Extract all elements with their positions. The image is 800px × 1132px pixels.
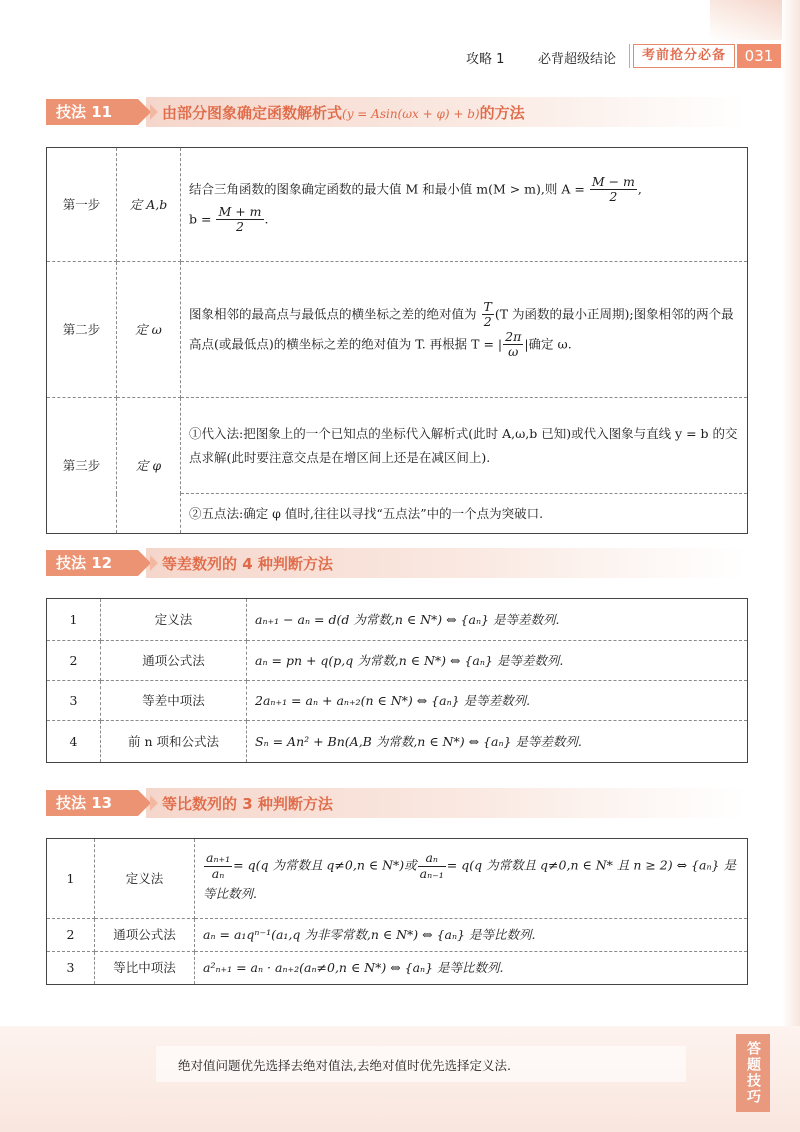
method-name: 前 n 项和公式法	[101, 721, 247, 763]
row-number: 2	[47, 641, 101, 681]
numerator: aₙ₊₁	[206, 850, 231, 866]
step-description: ②五点法:确定 φ 值时,往往以寻找“五点法”中的一个点为突破口.	[181, 494, 748, 534]
table-row	[47, 641, 748, 681]
header-section: 必背超级结论	[538, 52, 617, 67]
step-target: 定 φ	[117, 398, 181, 534]
method-table-13	[46, 838, 748, 985]
title-formula: (y = Asin(ωx + φ) + b)	[342, 107, 480, 121]
method-table-11	[46, 147, 748, 534]
table-row	[47, 398, 748, 494]
method-name: 通项公式法	[95, 919, 195, 952]
method-name: 定义法	[95, 839, 195, 919]
header-divider	[629, 44, 630, 68]
section-title	[162, 102, 525, 123]
chevron-right-icon	[150, 104, 158, 120]
method-name: 等差中项法	[101, 681, 247, 721]
step-target: 定 A,b	[117, 148, 181, 262]
desc-text: T = |	[471, 335, 503, 351]
desc-text: = q(q 为常数且 q≠0,n ∈ N*)或	[233, 857, 417, 873]
section-banner-12	[46, 548, 746, 578]
page-edge-shade	[782, 0, 800, 1132]
numerator: aₙ	[418, 851, 446, 866]
row-number: 1	[47, 839, 95, 919]
fraction	[503, 330, 523, 360]
title-prefix: 由部分图象确定函数解析式	[162, 104, 343, 122]
table-row	[47, 721, 748, 763]
section-tag: 技法 12	[46, 550, 138, 576]
step-label: 第三步	[47, 398, 117, 534]
method-formula: aₙ₊₁ − aₙ = d(d 为常数,n ∈ N*) ⇔ {aₙ} 是等差数列.	[247, 599, 748, 641]
desc-text: (T 为函数的最小正周期);图象相邻的两个最高点(或最低点)的横坐标之差的绝对值为 T. 再根据	[189, 306, 734, 351]
row-number: 3	[47, 951, 95, 984]
denominator: 2	[236, 218, 244, 234]
denominator: 2	[483, 314, 492, 330]
step-description	[181, 262, 748, 398]
method-formula: Sₙ = An² + Bn(A,B 为常数,n ∈ N*) ⇔ {aₙ} 是等差数列.	[247, 721, 748, 763]
desc-text: |确定 ω.	[524, 335, 572, 351]
table-row	[47, 951, 748, 984]
desc-text: .	[264, 210, 269, 226]
row-number: 1	[47, 599, 101, 641]
section-banner-13	[46, 788, 746, 818]
method-table-12	[46, 598, 748, 763]
denominator: aₙ₋₁	[419, 865, 444, 881]
numerator: T	[483, 298, 492, 314]
section-title: 等比数列的 3 种判断方法	[162, 795, 333, 813]
step-description	[181, 148, 748, 262]
side-tab-label: 答题技巧	[736, 1034, 770, 1112]
title-suffix: 的方法	[479, 104, 525, 122]
method-name: 等比中项法	[95, 951, 195, 984]
denominator: aₙ	[211, 865, 225, 881]
footer-tip: 绝对值问题优先选择去绝对值法,去绝对值时优先选择定义法.	[178, 1058, 511, 1073]
method-formula: a²ₙ₊₁ = aₙ · aₙ₊₂(aₙ≠0,n ∈ N*) ⇔ {aₙ} 是等比数列.	[195, 951, 748, 984]
section-banner-11	[46, 97, 746, 127]
page-number: 031	[737, 44, 781, 68]
desc-text: 图象相邻的最高点与最低点的横坐标之差的绝对值为	[189, 306, 477, 322]
step-label: 第二步	[47, 262, 117, 398]
desc-text: 结合三角函数的图象确定函数的最大值 M 和最小值 m(M > m),则 A =	[189, 181, 585, 197]
desc-text: ,	[637, 181, 642, 197]
numerator: M − m	[591, 173, 635, 189]
step-description: ①代入法:把图象上的一个已知点的坐标代入解析式(此时 A,ω,b 已知)或代入图象与直线 y = b 的交点求解(此时要注意交点是在增区间上还是在减区间上).	[181, 398, 748, 494]
method-formula: aₙ = a₁qⁿ⁻¹(a₁,q 为非零常数,n ∈ N*) ⇔ {aₙ} 是等比数列.	[195, 919, 748, 952]
page-header	[0, 44, 800, 70]
table-row	[47, 599, 748, 641]
table-row	[47, 839, 748, 919]
method-name: 定义法	[101, 599, 247, 641]
desc-text: b =	[189, 210, 212, 226]
fraction	[216, 205, 263, 235]
section-tag: 技法 13	[46, 790, 138, 816]
denominator: 2	[609, 189, 618, 205]
table-row	[47, 262, 748, 398]
table-row	[47, 919, 748, 952]
step-target: 定 ω	[117, 262, 181, 398]
denominator: ω	[508, 343, 519, 359]
method-formula: aₙ = pn + q(p,q 为常数,n ∈ N*) ⇔ {aₙ} 是等差数列.	[247, 641, 748, 681]
method-formula	[195, 839, 748, 919]
desc-text: = q(q 为常数且 q≠0,n ∈ N* 且 n ≥ 2) ⇔ {aₙ} 是等比数列.	[203, 857, 736, 901]
section-title: 等差数列的 4 种判断方法	[162, 555, 333, 573]
header-guide: 攻略 1	[466, 52, 505, 67]
numerator: 2π	[505, 328, 522, 344]
fraction	[204, 851, 232, 881]
table-row	[47, 681, 748, 721]
fraction	[418, 851, 446, 881]
chevron-right-icon	[150, 555, 158, 571]
fraction	[482, 300, 494, 330]
method-name: 通项公式法	[101, 641, 247, 681]
fraction	[590, 175, 637, 205]
row-number: 2	[47, 919, 95, 952]
step-label: 第一步	[47, 148, 117, 262]
numerator: M + m	[218, 203, 262, 219]
table-row	[47, 148, 748, 262]
chevron-right-icon	[150, 795, 158, 811]
header-series-badge: 考前抢分必备	[633, 44, 735, 68]
section-tag: 技法 11	[46, 99, 138, 125]
method-formula: 2aₙ₊₁ = aₙ + aₙ₊₂(n ∈ N*) ⇔ {aₙ} 是等差数列.	[247, 681, 748, 721]
row-number: 4	[47, 721, 101, 763]
row-number: 3	[47, 681, 101, 721]
